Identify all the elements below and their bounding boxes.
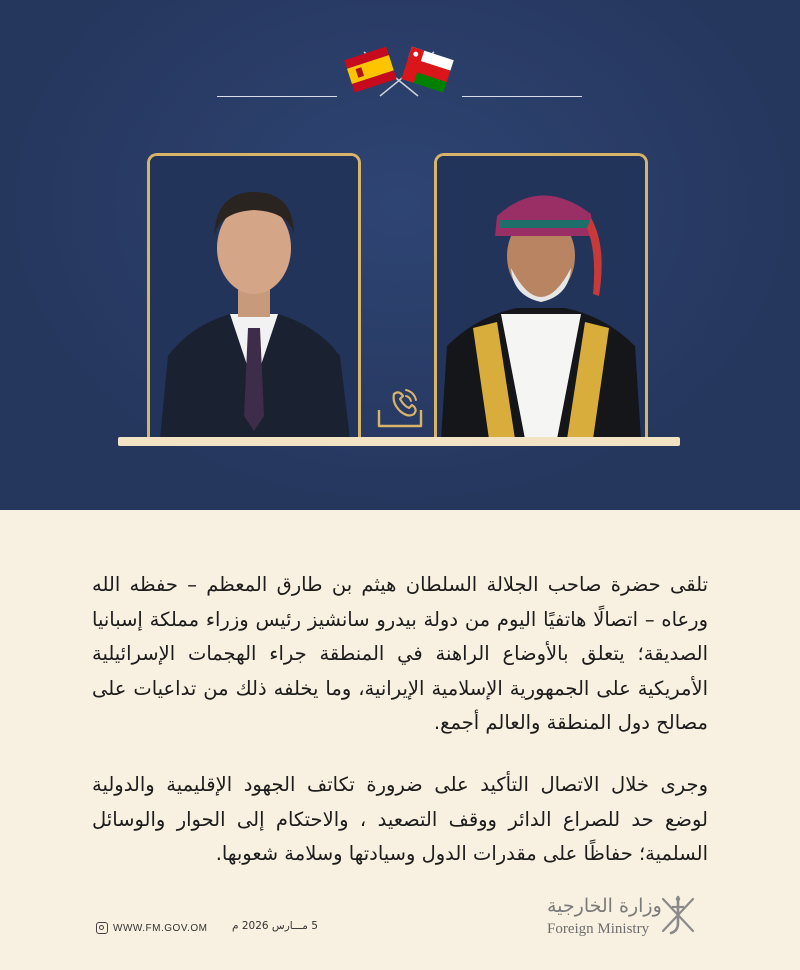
portrait-frame-left xyxy=(147,153,361,439)
statement-paragraph-1: تلقى حضرة صاحب الجلالة السلطان هيثم بن طارق المعظم – حفظه الله ورعاه – اتصالًا هاتفيًا اليوم من دولة بيدرو سانشيز رئيس وزراء مملكة إسبانيا الصديقة؛ يتعلق بالأوضاع الراهنة في المنطقة جراء الهجمات الإسرائيلية الأمريكية على الجمهورية الإسلامية الإيرانية، وما يخلفه ذلك من تداعيات على مصالح دول المنطقة والعالم أجمع. xyxy=(92,573,708,734)
spain-flag-icon xyxy=(344,47,396,93)
portrait-frame-right xyxy=(434,153,648,439)
portrait-left xyxy=(150,156,358,439)
portrait-shelf xyxy=(118,437,680,446)
divider-left xyxy=(217,96,337,97)
website-link[interactable] xyxy=(96,922,207,934)
phone-call-icon xyxy=(375,384,425,430)
crossed-flags xyxy=(342,44,456,100)
oman-flag-icon xyxy=(401,47,453,93)
instagram-icon xyxy=(96,922,108,934)
divider-right xyxy=(462,96,582,97)
statement-paragraph-2: وجرى خلال الاتصال التأكيد على ضرورة تكاتف الجهود الإقليمية والدولية لوضع حد للصراع الدائر ووقف التصعيد ، والاحتكام إلى الحوار والوسائل السلمية؛ حفاظًا على مقدرات الدول وسيادتها وسلامة شعوبها. xyxy=(92,773,708,865)
website-text: WWW.FM.GOV.OM xyxy=(113,922,208,934)
publish-date: 5 مـــارس 2026 م xyxy=(232,920,318,932)
ministry-name-english: Foreign Ministry xyxy=(547,921,650,937)
oman-emblem-icon xyxy=(657,893,699,937)
portrait-right xyxy=(437,156,645,439)
ministry-name-arabic: وزارة الخارجية xyxy=(547,895,662,917)
